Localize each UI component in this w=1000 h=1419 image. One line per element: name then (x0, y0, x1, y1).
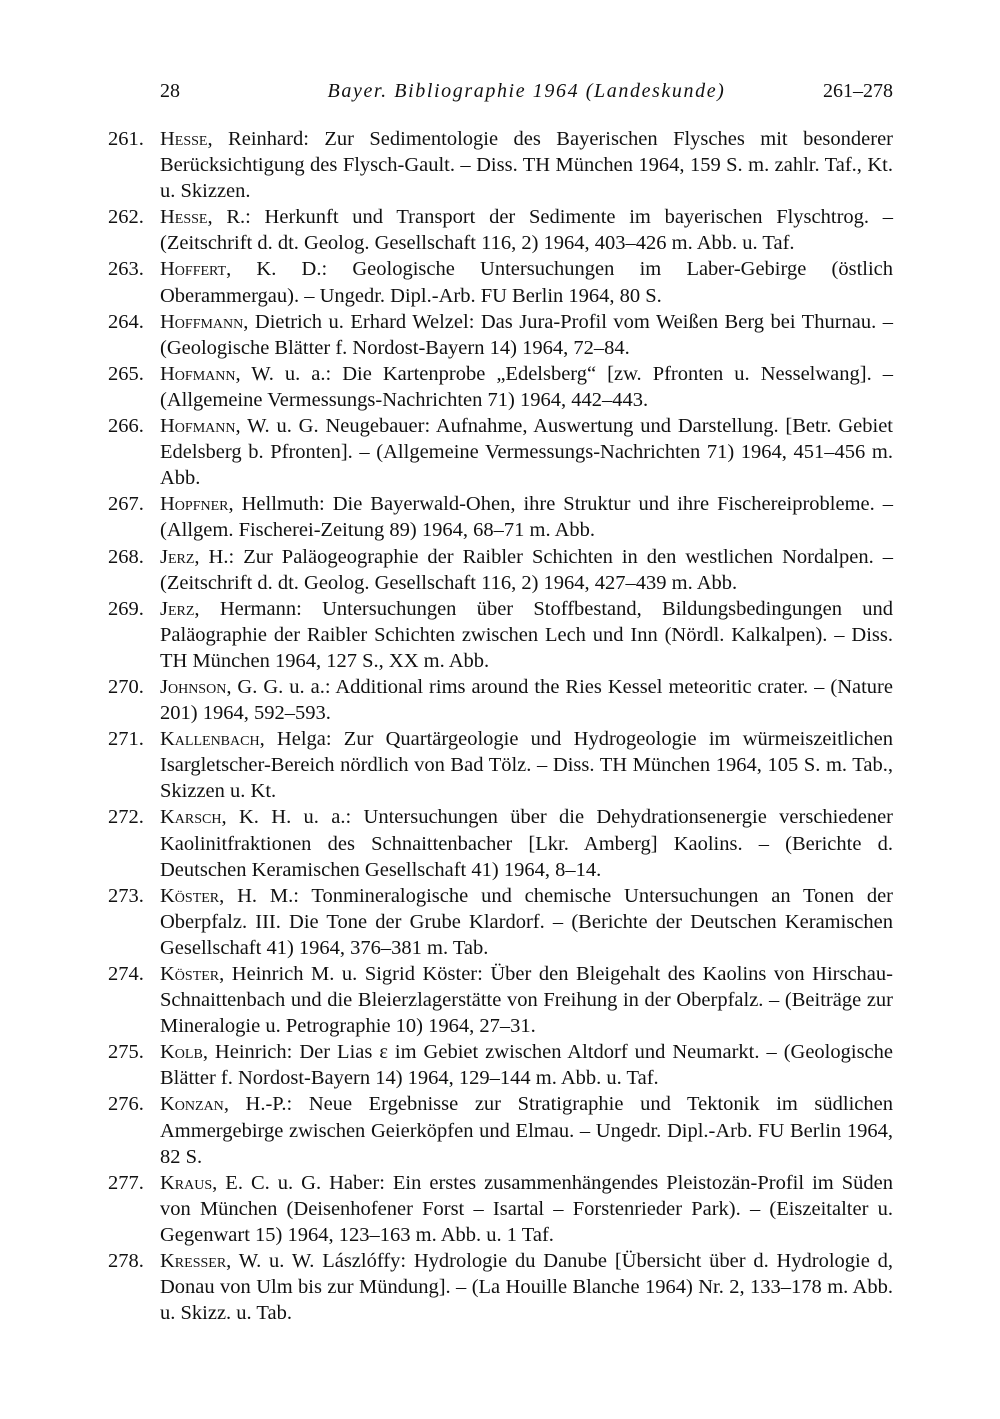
entry-text: , K. H. u. a.: Untersuchungen über die Dehydrationsenergie verschiedener Kaolinitfraktionen des Schnaittenbacher [Lkr. Amberg] Kaolins. – (Berichte d. Deutschen Keramischen Gesellschaft 41) 1964, 8–14. (160, 806, 893, 881)
entry-number: 269. (108, 597, 144, 620)
entry-author: Jerz (160, 545, 195, 568)
entry-text: , H.: Zur Paläogeographie der Raibler Schichten in den westlichen Nordalpen. – (Zeitschrift d. dt. Geolog. Gesellschaft 116, 2) 1964, 427–439 m. Abb. (160, 545, 893, 594)
bibliography-entry (108, 961, 893, 1039)
entry-number: 263. (108, 258, 144, 281)
entry-author: Hoffmann (160, 310, 244, 333)
page-number: 28 (160, 80, 180, 102)
entry-author: Kraus (160, 1171, 213, 1194)
bibliography-entry (108, 544, 893, 596)
entry-text: , G. G. u. a.: Additional rims around the Ries Kessel meteoritic crater. – (Nature 201) 1964, 592–593. (160, 675, 893, 725)
bibliography-entry (108, 804, 893, 882)
entry-author: Hesse (160, 206, 208, 229)
entry-number: 271. (108, 728, 144, 751)
entry-text: , Hermann: Untersuchungen über Stoffbestand, Bildungsbedingungen und Paläographie der Raibler Schichten zwischen Lech und Inn (Nördl. Kalkalpen). – Diss. TH München 1964, 127 S., XX m. Abb. (160, 597, 893, 672)
entry-number: 273. (108, 884, 144, 907)
entry-author: Hofmann (160, 362, 236, 385)
entry-text: , Helga: Zur Quartärgeologie und Hydrogeologie im würmeiszeitlichen Isargletscher-Bereich nördlich von Bad Tölz. – Diss. TH München 1964, 105 S. m. Tab., Skizzen u. Kt. (160, 728, 893, 803)
entry-author: Köster (160, 963, 220, 985)
entry-author: Kresser (160, 1250, 227, 1273)
bibliography-entry (108, 256, 893, 308)
entry-author: Hoffert (160, 258, 227, 281)
entry-author: Hofmann (160, 415, 236, 438)
bibliography-entry (108, 1039, 893, 1091)
entry-range: 261–278 (823, 80, 893, 102)
entry-text: , Heinrich M. u. Sigrid Köster: Über den Bleigehalt des Kaolins von Hirschau-Schnaittenbach und die Bleierzlagerstätte von Freihung in der Oberpfalz. – (Beiträge zur Mineralogie u. Petrographie 10) 1964, 27–31. (160, 963, 893, 1038)
entry-number: 266. (108, 415, 144, 438)
entry-text: , W. u. a.: Die Kartenprobe „Edelsberg“ [zw. Pfronten u. Nesselwang]. – (Allgemeine Vermessungs-Nachrichten 71) 1964, 442–443. (160, 362, 893, 411)
entry-number: 267. (108, 493, 144, 516)
bibliography-entry (108, 361, 893, 413)
entry-author: Karsch (160, 806, 222, 829)
entry-number: 272. (108, 806, 144, 829)
running-header (160, 76, 893, 106)
entry-author: Kallenbach (160, 728, 260, 751)
entry-number: 277. (108, 1171, 144, 1194)
bibliography-entry (108, 126, 893, 204)
entry-author: Köster (160, 884, 220, 907)
entry-number: 261. (108, 128, 144, 150)
entry-number: 268. (108, 545, 144, 568)
entry-number: 275. (108, 1041, 144, 1064)
entry-number: 276. (108, 1093, 144, 1116)
entry-number: 265. (108, 362, 144, 385)
bibliography-entry (108, 204, 893, 256)
entry-number: 278. (108, 1250, 144, 1273)
bibliography-entry (108, 596, 893, 674)
entry-author: Johnson (160, 675, 227, 698)
entry-author: Konzan (160, 1093, 224, 1116)
entry-number: 264. (108, 310, 144, 333)
entry-text: , Heinrich: Der Lias ε im Gebiet zwischen Altdorf und Neumarkt. – (Geologische Blätter f. Nordost-Bayern 14) 1964, 129–144 m. Abb. u. Taf. (160, 1041, 893, 1090)
entry-number: 262. (108, 206, 144, 229)
entry-text: , W. u. G. Neugebauer: Aufnahme, Auswertung und Darstellung. [Betr. Gebiet Edelsberg b. Pfronten]. – (Allgemeine Vermessungs-Nachrichten 71) 1964, 451–456 m. Abb. (160, 415, 893, 490)
bibliography-entry (108, 1248, 893, 1326)
entry-author: Hesse (160, 128, 208, 150)
entry-text: , H.-P.: Neue Ergebnisse zur Stratigraphie und Tektonik im südlichen Ammergebirge zwischen Geierköpfen und Elmau. – Ungedr. Dipl.-Arb. FU Berlin 1964, 82 S. (160, 1093, 893, 1168)
entry-text: , Reinhard: Zur Sedimentologie des Bayerischen Flysches mit besonderer Berücksichtigung des Flysch-Gault. – Diss. TH München 1964, 159 S. m. zahlr. Taf., Kt. u. Skizzen. (160, 128, 893, 203)
bibliography-entry (108, 1170, 893, 1248)
entry-text: , K. D.: Geologische Untersuchungen im Laber-Gebirge (östlich Oberammergau). – Ungedr. Dipl.-Arb. FU Berlin 1964, 80 S. (160, 258, 893, 307)
entry-text: , Dietrich u. Erhard Welzel: Das Jura-Profil vom Weißen Berg bei Thurnau. – (Geologische Blätter f. Nordost-Bayern 14) 1964, 72–84. (160, 310, 893, 359)
entry-text: , W. u. W. Lászlóffy: Hydrologie du Danube [Übersicht über d. Hydrologie d, Donau von Ulm bis zur Mündung]. – (La Houille Blanche 1964) Nr. 2, 133–178 m. Abb. u. Skizz. u. Tab. (160, 1250, 893, 1325)
bibliography-entry (108, 726, 893, 804)
entry-author: Kolb (160, 1041, 203, 1064)
entry-text: , E. C. u. G. Haber: Ein erstes zusammenhängendes Pleistozän-Profil im Süden von München (Deisenhofener Forst – Isartal – Forstenrieder Park). – (Eiszeitalter u. Gegenwart 15) 1964, 123–163 m. Abb. u. 1 Taf. (160, 1171, 893, 1246)
entry-number: 274. (108, 963, 144, 985)
bibliography-entry (108, 1091, 893, 1169)
entry-text: , Hellmuth: Die Bayerwald-Ohen, ihre Struktur und ihre Fischereiprobleme. – (Allgem. Fischerei-Zeitung 89) 1964, 68–71 m. Abb. (160, 493, 893, 542)
bibliography-entry (108, 883, 893, 961)
bibliography-entry (108, 413, 893, 491)
bibliography-entry (108, 309, 893, 361)
running-title: Bayer. Bibliographie 1964 (Landeskunde) (327, 80, 726, 102)
bibliography-entry (108, 674, 893, 726)
entry-text: , R.: Herkunft und Transport der Sedimente im bayerischen Flyschtrog. – (Zeitschrift d. dt. Geolog. Gesellschaft 116, 2) 1964, 403–426 m. Abb. u. Taf. (160, 206, 893, 255)
entry-author: Hopfner (160, 493, 229, 516)
entry-author: Jerz (160, 597, 195, 620)
entry-text: , H. M.: Tonmineralogische und chemische Untersuchungen an Tonen der Oberpfalz. III. Die Tone der Grube Klardorf. – (Berichte der Deutschen Keramischen Gesellschaft 41) 1964, 376–381 m. Tab. (160, 884, 893, 959)
entry-number: 270. (108, 675, 144, 698)
entry-list (108, 126, 893, 1326)
bibliography-entry (108, 491, 893, 543)
